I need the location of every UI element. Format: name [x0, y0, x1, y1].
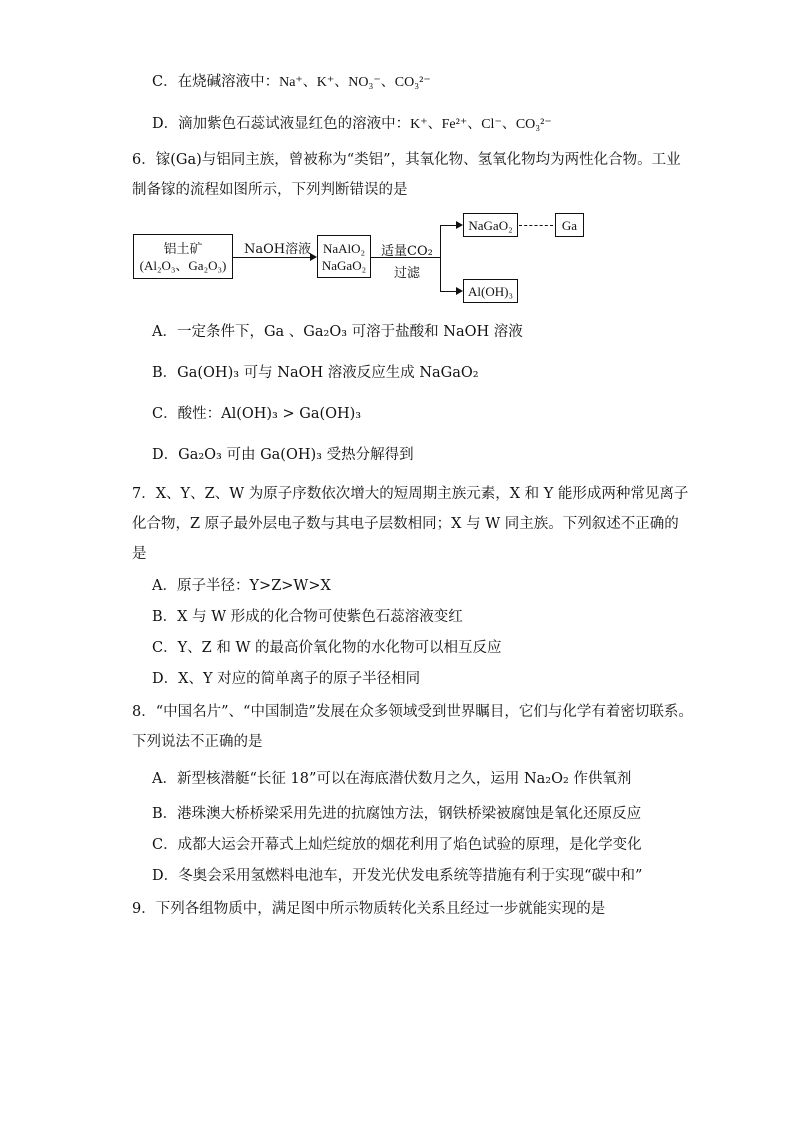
flow-branch-vertical: [440, 225, 441, 291]
flow-box-aloh3: Al(OH)₃: [463, 279, 518, 303]
q6-option-a: A．一定条件下，Ga 、Ga₂O₃ 可溶于盐酸和 NaOH 溶液: [152, 324, 523, 340]
flow-branch-bottom-line: [440, 291, 456, 292]
q8-option-a: A．新型核潜艇“长征 18”可以在海底潜伏数月之久，运用 Na₂O₂ 作供氧剂: [152, 771, 632, 787]
q7-stem-line1: 7．X、Y、Z、W 为原子序数依次增大的短周期主族元素，X 和 Y 能形成两种常见离子: [132, 486, 689, 502]
q7-option-c: C．Y、Z 和 W 的最高价氧化物的水化物可以相互反应: [152, 640, 502, 656]
q6-option-b: B．Ga(OH)₃ 可与 NaOH 溶液反应生成 NaGaO₂: [152, 365, 479, 381]
q5-option-c: [152, 72, 431, 93]
q6-option-d: D．Ga₂O₃ 可由 Ga(OH)₃ 受热分解得到: [152, 447, 414, 463]
q5-option-d-ions: K⁺、Fe²⁺、Cl⁻、CO₃²⁻: [410, 117, 552, 132]
flow-arrow2-label-top: 适量CO₂: [381, 244, 433, 259]
flow-arrow2-label-bottom: 过滤: [394, 266, 421, 281]
flow-branch-top-head: [456, 221, 463, 229]
flow-dashed-line: [519, 225, 553, 226]
q7-option-b: B．X 与 W 形成的化合物可使紫色石蕊溶液变红: [152, 609, 463, 625]
q6-option-c: C．酸性：Al(OH)₃ > Ga(OH)₃: [152, 406, 362, 422]
q5-option-c-ions: Na⁺、K⁺、NO₃⁻、CO₃²⁻: [279, 75, 431, 90]
q5-option-d: [152, 114, 552, 135]
q8-option-c: C．成都大运会开幕式上灿烂绽放的烟花利用了焰色试验的原理，是化学变化: [152, 837, 642, 853]
flow-box-bauxite-line1: 铝土矿: [163, 241, 203, 256]
q8-option-b: B．港珠澳大桥桥梁采用先进的抗腐蚀方法，钢铁桥梁被腐蚀是氧化还原反应: [152, 806, 642, 822]
flow-box-ga: Ga: [555, 213, 584, 237]
q5-option-c-prefix: C．在烧碱溶液中：: [152, 74, 280, 90]
q6-stem-line2: 制备镓的流程如图所示，下列判断错误的是: [132, 182, 408, 198]
flow-box-solution-line1: NaAlO₂: [322, 241, 366, 256]
flow-arrow1-label: NaOH溶液: [244, 242, 312, 257]
flow-box-bauxite-line2: (Al₂O₃、Ga₂O₃): [139, 258, 227, 273]
flow-box-bauxite: [133, 234, 233, 279]
q6-stem-line1: 6．镓(Ga)与铝同主族，曾被称为“类铝”，其氧化物、氢氧化物均为两性化合物。工业: [132, 152, 681, 168]
q7-stem-line2: 化合物，Z 原子最外层电子数与其电子层数相同；X 与 W 同主族。下列叙述不正确的: [132, 516, 679, 532]
flow-arrow1-head: [310, 253, 317, 261]
q7-option-d: D．X、Y 对应的简单离子的原子半径相同: [152, 671, 421, 687]
q8-stem-line1: 8．“中国名片”、“中国制造”发展在众多领域受到世界瞩目，它们与化学有着密切联系。: [132, 704, 693, 720]
flow-arrow1-line: [233, 257, 310, 258]
q8-stem-line2: 下列说法不正确的是: [132, 734, 263, 750]
q9-stem: 9．下列各组物质中，满足图中所示物质转化关系且经过一步就能实现的是: [132, 901, 606, 917]
q7-option-a: A．原子半径：Y>Z>W>X: [152, 578, 331, 594]
flow-box-solution-line2: NaGaO₂: [321, 258, 367, 273]
flow-box-nagao2: NaGaO₂: [463, 213, 518, 237]
flow-branch-bottom-head: [456, 287, 463, 295]
q7-stem-line3: 是: [132, 546, 147, 562]
flow-arrow2-line: [371, 257, 440, 258]
q5-option-d-prefix: D．滴加紫色石蕊试液显红色的溶液中：: [152, 116, 411, 132]
flow-box-solution: [317, 235, 371, 278]
flow-branch-top-line: [440, 225, 456, 226]
q8-option-d: D．冬奥会采用氢燃料电池车，开发光伏发电系统等措施有利于实现“碳中和”: [152, 868, 643, 884]
